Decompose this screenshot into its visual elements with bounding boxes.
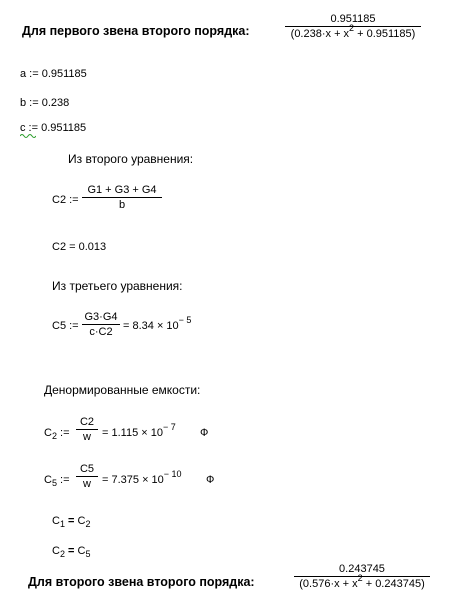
eq3-fraction xyxy=(82,311,120,338)
eq2-lhs: C2 := xyxy=(52,194,79,206)
eq3-numerator: G3·G4 xyxy=(84,311,118,323)
spellcheck-squiggle-icon xyxy=(20,133,36,138)
c2-fraction xyxy=(76,416,98,443)
c5-result: = $7.375 \times 10^{- 10}$ xyxy=(102,469,182,486)
equality-c2-c5: $C_2 = C_5$ xyxy=(52,545,91,559)
def-b: b := 0.238 xyxy=(20,97,70,109)
c2-unit: Ф xyxy=(200,427,209,439)
c2-lhs: $C_2$ := xyxy=(44,427,70,441)
section1-transfer-function xyxy=(285,13,421,40)
section1-tf-denominator: $(0.238\cdot x + x^2 + 0.951185)$ xyxy=(290,23,416,40)
c5-lhs: $C_5$ := xyxy=(44,474,70,488)
denorm-heading: Денормированные емкости: xyxy=(44,383,201,397)
eq3-denominator: c·C2 xyxy=(89,326,113,338)
c5-denominator: w xyxy=(83,478,91,490)
fraction-bar xyxy=(82,197,162,198)
def-c: c := 0.951185 xyxy=(20,122,87,134)
eq2-denominator: b xyxy=(118,199,126,211)
fraction-bar xyxy=(76,476,98,477)
section2-tf-numerator: 0.243745 xyxy=(339,563,385,575)
eq2-numerator: G1 + G3 + G4 xyxy=(87,184,157,196)
c2-result: = $1.115 \times 10^{- 7}$ xyxy=(102,422,176,439)
fraction-bar xyxy=(76,429,98,430)
c5-numerator: C5 xyxy=(79,463,95,475)
eq2-heading: Из второго уравнения: xyxy=(68,152,194,166)
eq2-fraction xyxy=(82,184,162,211)
section2-tf-denominator: $(0.576\cdot x + x^2 + 0.243745)$ xyxy=(299,573,425,590)
eq3-result: = $8.34 \times 10^{- 5}$ xyxy=(123,315,192,332)
section2-transfer-function xyxy=(294,563,430,590)
c2-numerator: C2 xyxy=(79,416,95,428)
section2-title: Для второго звена второго порядка: xyxy=(28,575,255,589)
equality-c1-c2: $C_1 = C_2$ xyxy=(52,515,91,529)
c2-denominator: w xyxy=(83,431,91,443)
eq3-heading: Из третьего уравнения: xyxy=(52,279,183,293)
section1-title: Для первого звена второго порядка: xyxy=(22,24,250,38)
def-a: a := 0.951185 xyxy=(20,68,87,80)
eq2-result: C2 = 0.013 xyxy=(52,241,107,253)
section1-tf-numerator: 0.951185 xyxy=(330,13,376,25)
c5-fraction xyxy=(76,463,98,490)
fraction-bar xyxy=(82,324,120,325)
eq3-lhs: C5 := xyxy=(52,320,79,332)
c5-unit: Ф xyxy=(206,474,215,486)
